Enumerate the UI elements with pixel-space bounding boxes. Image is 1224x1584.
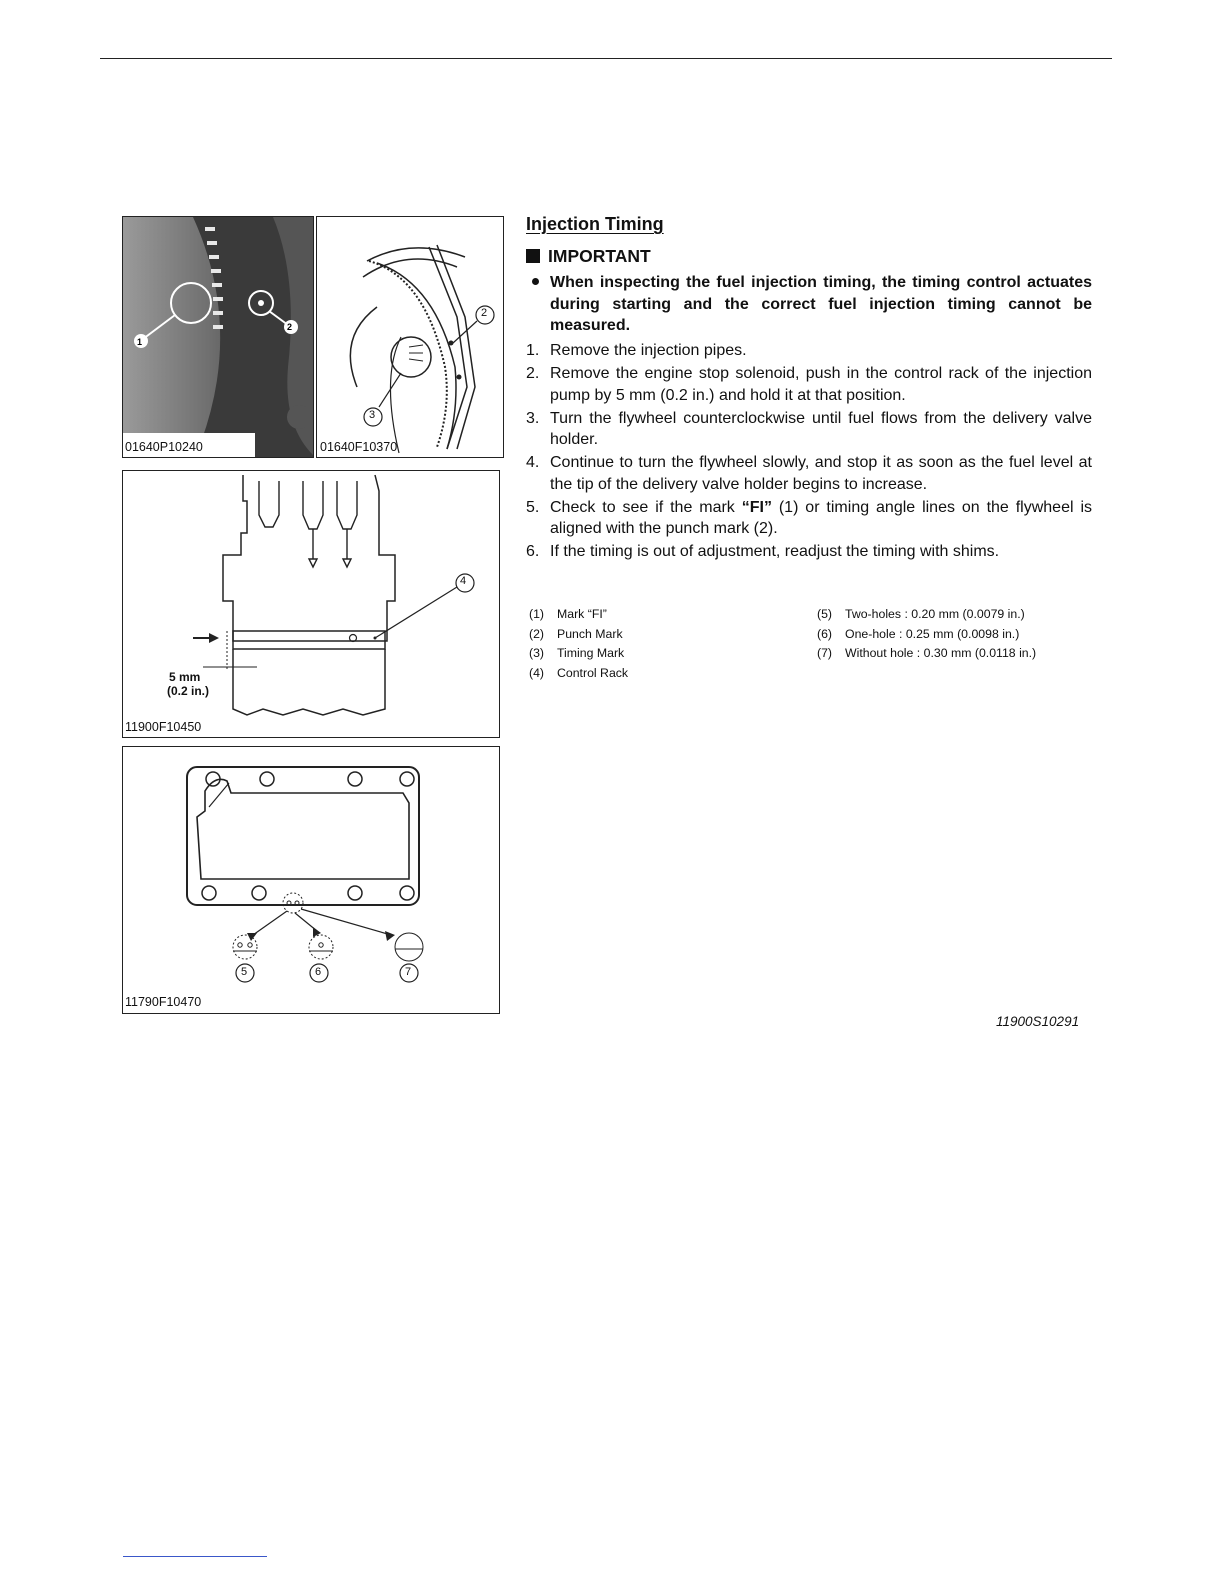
legend-item: (4) Control Rack (529, 665, 629, 680)
step-item (526, 497, 1092, 540)
step-number: 5. (526, 498, 540, 516)
legend-right (817, 605, 1036, 664)
step-text: (1) or timing angle lines on the flywheel is aligned with the punch mark (2). (550, 498, 1092, 537)
callout-5: 5 (241, 966, 248, 978)
step-mark-fi: “FI” (741, 498, 772, 516)
figure-code: 01640P10240 (125, 440, 203, 454)
step-text: Remove the engine stop solenoid, push in the control rack of the injection pump by 5 mm (0.2 in.) and hold it at that position. (550, 365, 1092, 404)
section-title: Injection Timing (526, 214, 664, 234)
callout-2: 2 (287, 322, 293, 332)
figure-code: 11790F10470 (125, 995, 202, 1009)
step-text: Continue to turn the flywheel slowly, and stop it as soon as the fuel level at the tip of the delivery valve holder begins to increase. (550, 454, 1092, 493)
figure-code: 11900F10450 (125, 720, 202, 734)
step-item (526, 408, 1092, 451)
step-text: Turn the flywheel counterclockwise until fuel flows from the delivery valve holder. (550, 409, 1092, 448)
legend-item: (7) Without hole : 0.30 mm (0.0118 in.) (817, 646, 1037, 660)
flywheel-drawing (317, 217, 504, 458)
step-item (526, 452, 1092, 495)
step-text: Check to see if the mark (550, 498, 742, 516)
legend-item: (1) Mark “FI” (529, 607, 607, 621)
step-text: Remove the injection pipes. (550, 342, 747, 359)
footer-link-rule[interactable] (123, 1556, 267, 1557)
important-heading (526, 246, 651, 267)
flywheel-photo-figure (122, 216, 314, 458)
legend-item: (5) Two-holes : 0.20 mm (0.0079 in.) (817, 607, 1025, 621)
legend-item: (3) Timing Mark (529, 646, 625, 660)
shim-drawing (123, 747, 500, 1014)
callout-3: 3 (369, 409, 376, 421)
step-number: 3. (526, 409, 540, 427)
step-item (526, 363, 1092, 406)
figure-code: 01640F10370 (320, 440, 398, 454)
callout-7: 7 (405, 966, 412, 978)
document-code: 11900S10291 (996, 1014, 1080, 1029)
bullet-icon (532, 278, 539, 285)
legend-item: (2) Punch Mark (529, 626, 623, 641)
flywheel-drawing-figure (316, 216, 504, 458)
callout-6: 6 (315, 966, 322, 978)
dimension-in: (0.2 in.) (167, 684, 210, 698)
step-text: If the timing is out of adjustment, readjust the timing with shims. (550, 543, 1000, 560)
step-number: 2. (526, 365, 540, 382)
step-number: 4. (526, 454, 540, 471)
dimension-mm: 5 mm (169, 670, 201, 684)
procedure-steps (526, 340, 1092, 564)
callout-2: 2 (481, 307, 488, 319)
control-rack-figure (122, 470, 500, 738)
step-number: 1. (526, 342, 540, 359)
important-label: IMPORTANT (548, 246, 651, 266)
legend-left (529, 605, 628, 683)
step-item (526, 541, 1092, 563)
callout-4: 4 (460, 575, 467, 587)
square-bullet-icon (526, 249, 540, 263)
callout-1: 1 (137, 337, 143, 347)
important-note: When inspecting the fuel injection timing, the timing control actuates during starting and the correct fuel injection timing cannot be measured. (550, 274, 1092, 334)
flywheel-photo (123, 217, 314, 458)
legend-item: (6) One-hole : 0.25 mm (0.0098 in.) (817, 626, 1020, 641)
step-number: 6. (526, 543, 540, 560)
step-item (526, 340, 1092, 362)
header-rule (100, 58, 1112, 59)
shims-figure (122, 746, 500, 1014)
